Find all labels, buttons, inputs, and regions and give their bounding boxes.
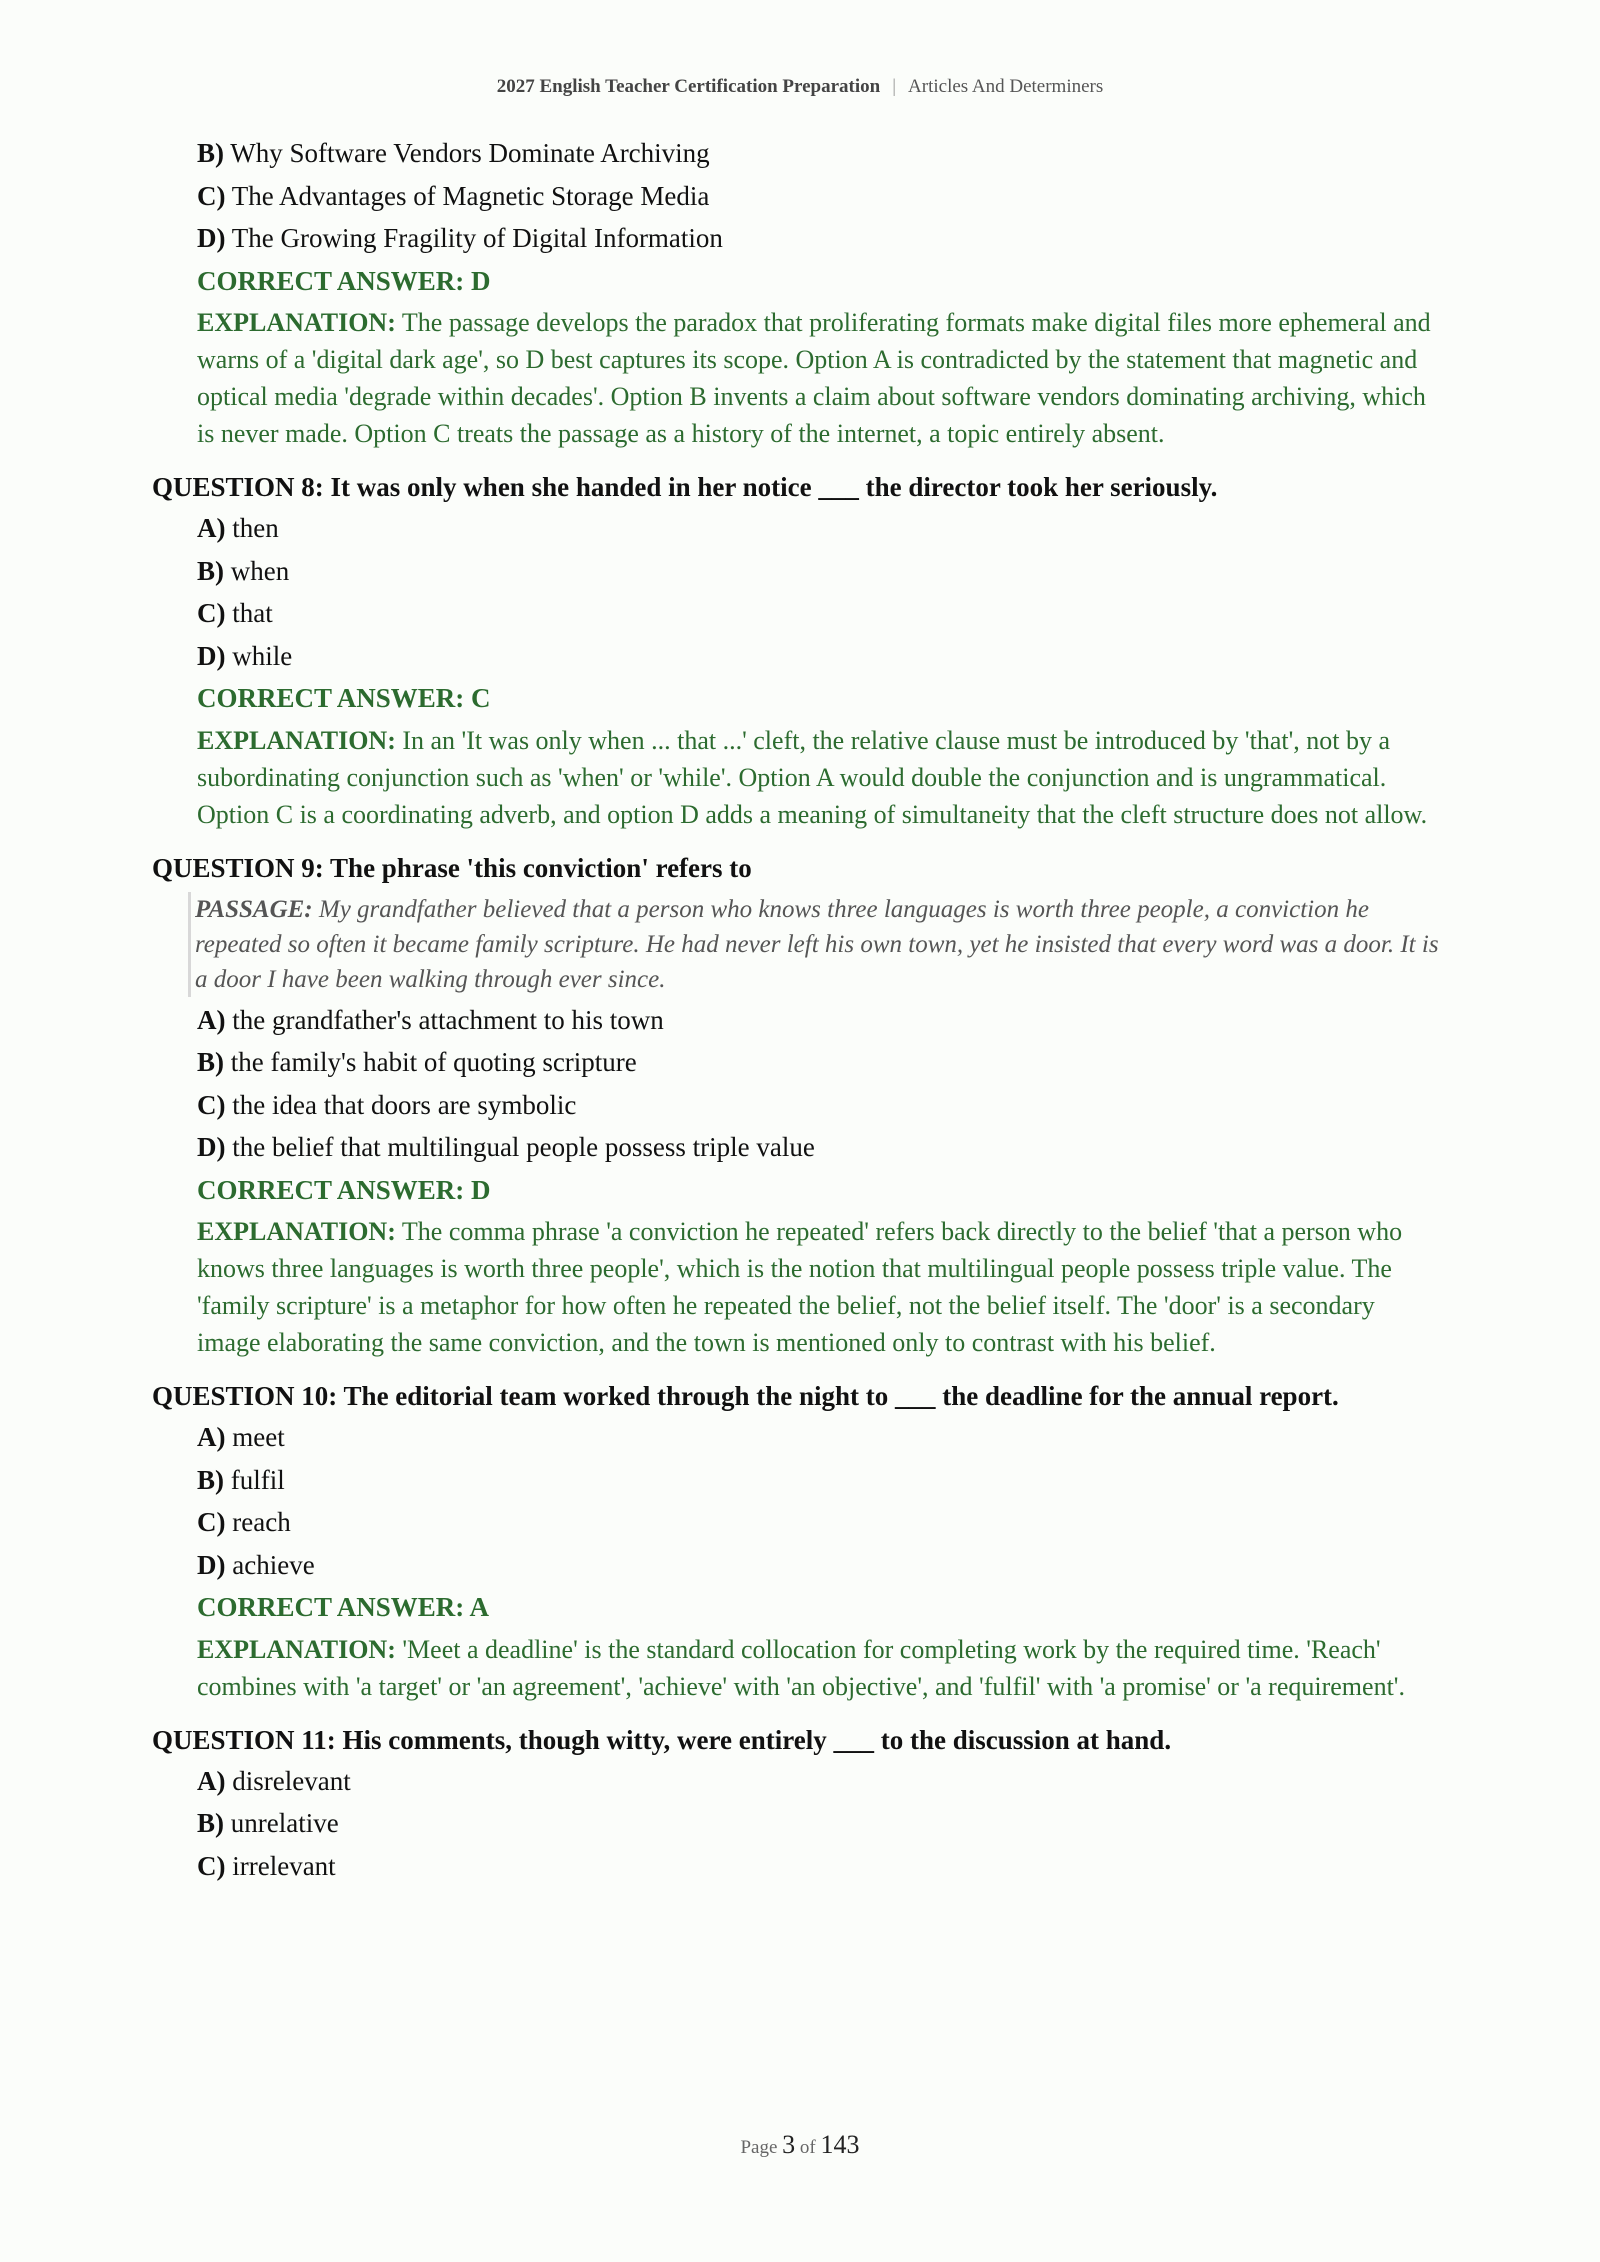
- page-footer: [0, 2130, 1600, 2160]
- explanation: EXPLANATION: In an 'It was only when ... that ...' cleft, the relative clause must be introduced by 'that', not by a subordinating conjunction such as 'when' or 'while'. Option A would double the conjunction and is ungrammatical. Option C is a coordinating adverb, and option D adds a meaning of simultaneity that the cleft structure does not allow.: [197, 725, 1428, 829]
- option-d: D) while: [197, 640, 293, 671]
- option-b: B) fulfil: [197, 1464, 285, 1495]
- question-stem: QUESTION 9: The phrase 'this conviction' refers to: [152, 852, 752, 883]
- question-8: [152, 467, 1442, 833]
- option-a: A) then: [197, 513, 279, 543]
- option-c: C) that: [197, 598, 273, 628]
- question-10: [152, 1376, 1442, 1705]
- of-label: of: [799, 2137, 816, 2158]
- option-c: C) irrelevant: [197, 1850, 336, 1881]
- page-total: 143: [820, 2130, 860, 2159]
- question-11: [152, 1720, 1442, 1888]
- explanation: EXPLANATION: The comma phrase 'a conviction he repeated' refers back directly to the belief 'that a person who knows three languages is worth three people', which is the notion that multilingual people possess triple value. The 'family scripture' is a metaphor for how often he repeated the belief, not the belief itself. The 'door' is a secondary image elaborating the same conviction, and the town is mentioned only to contrast with his belief.: [197, 1217, 1403, 1357]
- correct-answer: CORRECT ANSWER: A: [197, 1592, 490, 1622]
- option-b: B) Why Software Vendors Dominate Archiving: [197, 138, 710, 168]
- option-b: B) the family's habit of quoting scripture: [197, 1047, 637, 1077]
- option-a: A) the grandfather's attachment to his town: [197, 1004, 664, 1035]
- reading-passage: PASSAGE: My grandfather believed that a person who knows three languages is worth three people, a conviction he repeated so often it became family scripture. He had never left his own town, yet he insisted that every word was a door. It is a door I have been walking through ever since.: [188, 892, 1442, 997]
- header-separator: |: [892, 76, 897, 97]
- question-stem: QUESTION 10: The editorial team worked through the night to ___ the deadline for the annual report.: [152, 1381, 1339, 1411]
- header-title: 2027 English Teacher Certification Preparation: [496, 76, 881, 97]
- question-7-tail: [152, 132, 1442, 452]
- option-a: A) disrelevant: [197, 1765, 351, 1796]
- explanation: EXPLANATION: 'Meet a deadline' is the standard collocation for completing work by the required time. 'Reach' combines with 'a target' or 'an agreement', 'achieve' with 'an objective', and 'fulfil' with 'a promise' or 'a requirement'.: [197, 1634, 1405, 1701]
- question-stem: QUESTION 8: It was only when she handed in her notice ___ the director took her seriously.: [152, 472, 1218, 502]
- option-c: C) reach: [197, 1507, 291, 1537]
- option-d: D) The Growing Fragility of Digital Information: [197, 223, 723, 253]
- option-c: C) The Advantages of Magnetic Storage Media: [197, 180, 710, 211]
- explanation: EXPLANATION: The passage develops the paradox that proliferating formats make digital files more ephemeral and warns of a 'digital dark age', so D best captures its scope. Option A is contradicted by the statement that magnetic and optical media 'degrade within decades'. Option B invents a claim about software vendors dominating archiving, which is never made. Option C treats the passage as a history of the internet, a topic entirely absent.: [197, 308, 1431, 448]
- question-9: [152, 848, 1442, 1362]
- page-content: [152, 132, 1442, 1887]
- page-label: Page: [740, 2137, 778, 2158]
- running-header: [0, 76, 1600, 98]
- option-d: D) achieve: [197, 1549, 315, 1580]
- correct-answer: CORRECT ANSWER: D: [197, 1174, 491, 1205]
- option-a: A) meet: [197, 1422, 285, 1452]
- page-number: 3: [782, 2130, 796, 2159]
- option-c: C) the idea that doors are symbolic: [197, 1089, 577, 1120]
- correct-answer: CORRECT ANSWER: C: [197, 683, 491, 713]
- option-b: B) unrelative: [197, 1808, 339, 1838]
- header-section: Articles And Determiners: [908, 76, 1104, 97]
- option-b: B) when: [197, 555, 290, 586]
- question-stem: QUESTION 11: His comments, though witty, were entirely ___ to the discussion at hand.: [152, 1724, 1172, 1755]
- correct-answer: CORRECT ANSWER: D: [197, 265, 491, 296]
- option-d: D) the belief that multilingual people possess triple value: [197, 1132, 815, 1162]
